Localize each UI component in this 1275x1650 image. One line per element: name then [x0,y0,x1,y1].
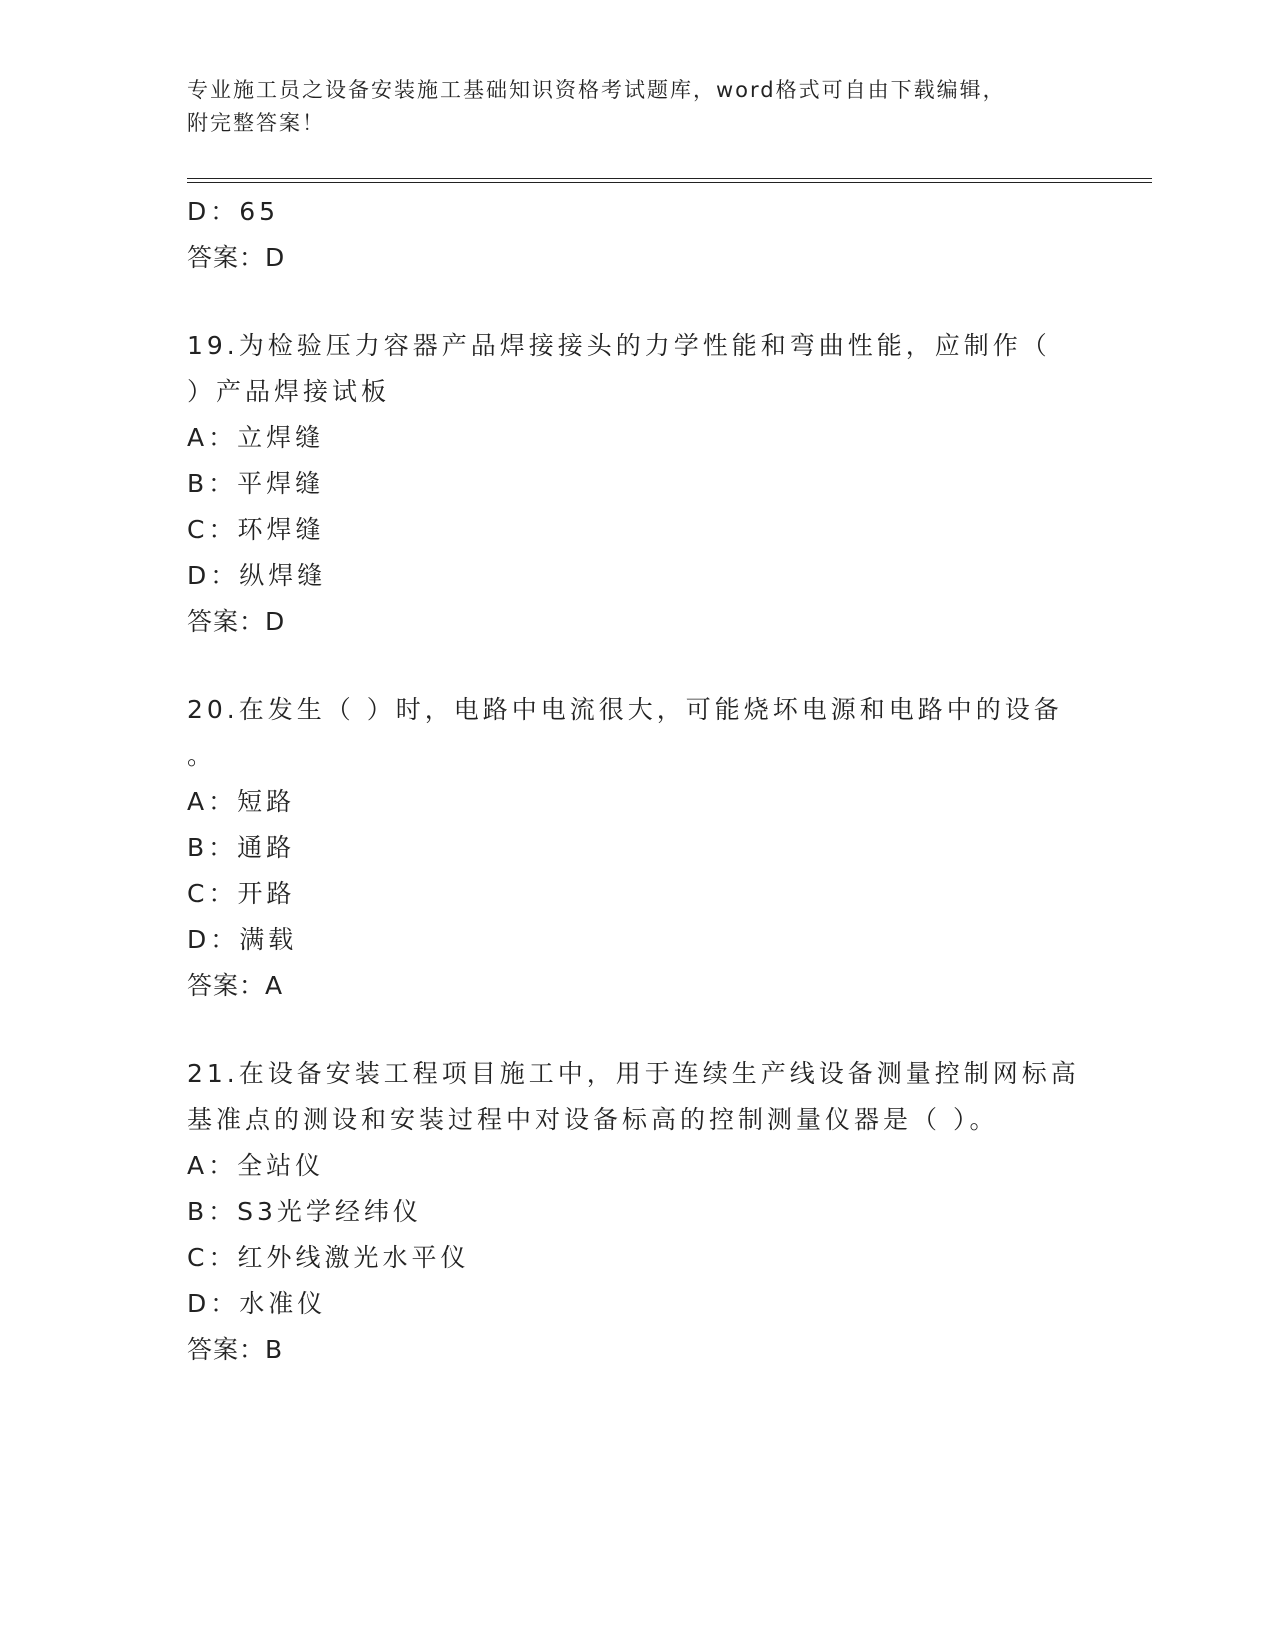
prev-answer: 答案：D [187,243,286,272]
question-list [187,189,1087,1373]
option-c: C：开路 [187,879,296,908]
option-a: A：立焊缝 [187,423,325,452]
option-d: D：水准仪 [187,1289,327,1318]
question-stem-line-2: ）产品焊接试板 [187,377,391,406]
question-stem-line-1: 21.在设备安装工程项目施工中，用于连续生产线设备测量控制网标高 [187,1059,1080,1088]
option-b: B：S3光学经纬仪 [187,1197,422,1226]
question-21 [187,1051,1087,1373]
question-stem-line-2: 基准点的测设和安装过程中对设备标高的控制测量仪器是（ ）。 [187,1105,999,1134]
question-19 [187,323,1087,645]
answer: 答案：D [187,607,286,636]
option-c: C：红外线激光水平仪 [187,1243,470,1272]
option-a: A：全站仪 [187,1151,325,1180]
header-rule-top [187,178,1152,179]
option-c: C：环焊缝 [187,515,325,544]
option-b: B：通路 [187,833,296,862]
option-b: B：平焊缝 [187,469,325,498]
question-stem-line-2: 。 [187,741,217,770]
prev-option-d: D：65 [187,197,280,226]
header-rule-bottom [187,182,1152,183]
answer: 答案：B [187,1335,284,1364]
question-20 [187,687,1087,1009]
answer: 答案：A [187,971,284,1000]
question-stem-line-1: 20.在发生（ ）时，电路中电流很大，可能烧坏电源和电路中的设备 [187,695,1063,724]
header-line-2: 附完整答案！ [187,111,325,135]
option-a: A：短路 [187,787,296,816]
document-header [187,74,1067,140]
question-stem-line-1: 19.为检验压力容器产品焊接接头的力学性能和弯曲性能，应制作（ [187,331,1051,360]
header-line-1: 专业施工员之设备安装施工基础知识资格考试题库，word格式可自由下载编辑， [187,78,1006,102]
option-d: D：纵焊缝 [187,561,327,590]
option-d: D：满载 [187,925,298,954]
